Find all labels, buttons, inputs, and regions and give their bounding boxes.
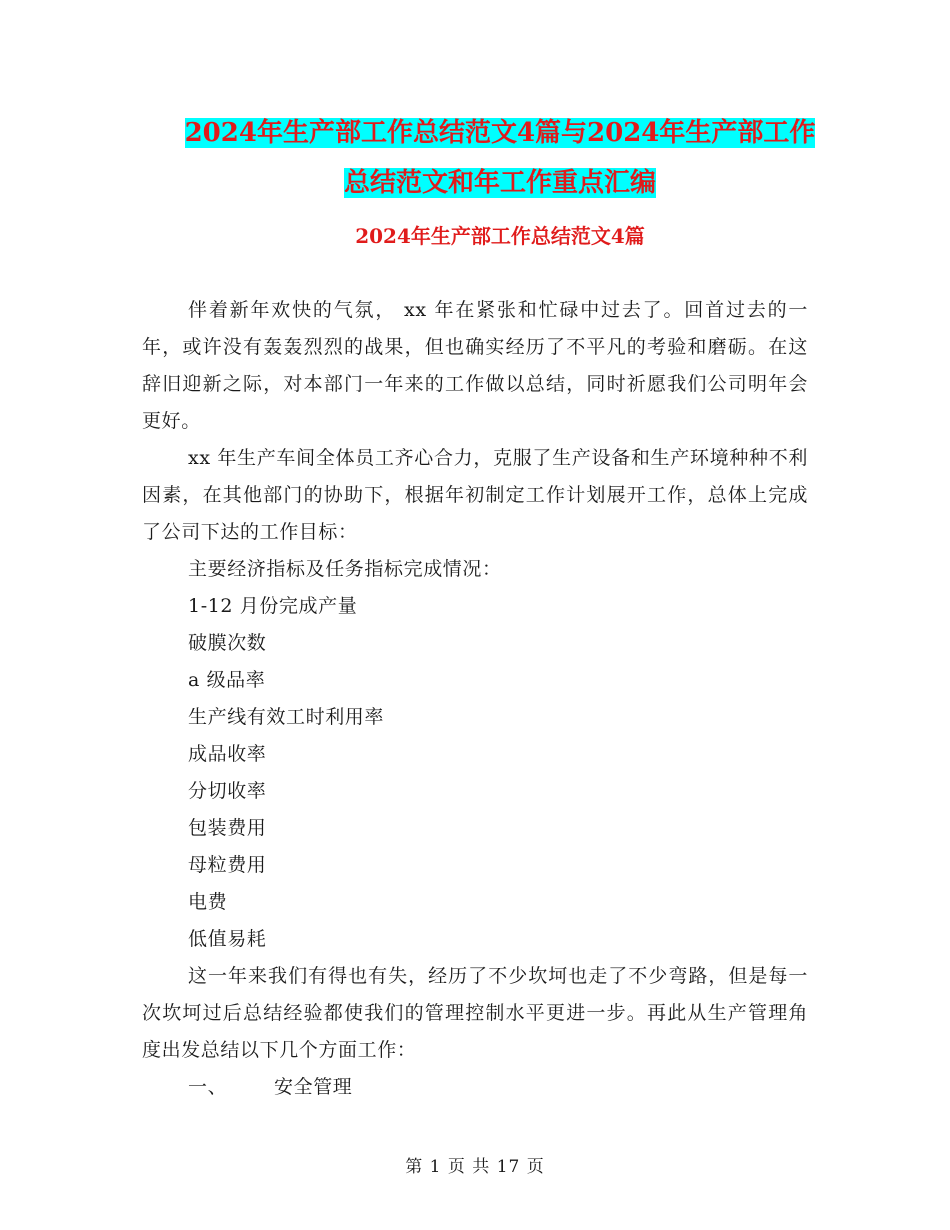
- paragraph-intro: 伴着新年欢快的气氛， xx 年在紧张和忙碌中过去了。回首过去的一年，或许没有轰轰烈烈的战果，但也确实经历了不平凡的考验和磨砺。在这辞旧迎新之际，对本部门一年来的工作做以总结，同时祈愿我们公司明年会更好。: [142, 299, 808, 432]
- section-heading-text: 安全管理: [274, 1076, 353, 1098]
- indicator-item: 分切收率: [188, 780, 267, 802]
- section-title: 2024年生产部工作总结范文4篇: [355, 224, 645, 248]
- paragraph-indicators-lead: 主要经济指标及任务指标完成情况：: [188, 558, 502, 580]
- document-title-line-1: 2024年生产部工作总结范文4篇与2024年生产部工作: [184, 118, 816, 148]
- page-footer: 第 1 页 共 17 页: [405, 1157, 545, 1177]
- document-body: [142, 292, 808, 1106]
- document-title-line-2: 总结范文和年工作重点汇编: [343, 168, 656, 198]
- section-heading-safety: [142, 1069, 808, 1106]
- document-title: [140, 108, 860, 208]
- indicator-item: 生产线有效工时利用率: [188, 706, 385, 728]
- indicator-item: 破膜次数: [188, 632, 267, 654]
- indicator-item: 电费: [188, 891, 228, 913]
- indicator-item: 包装费用: [188, 817, 267, 839]
- indicator-item: 母粒费用: [188, 854, 267, 876]
- indicator-item: a 级品率: [188, 669, 266, 691]
- indicator-item: 成品收率: [188, 743, 267, 765]
- paragraph-closing: 这一年来我们有得也有失，经历了不少坎坷也走了不少弯路，但是每一次坎坷过后总结经验都使我们的管理控制水平更进一步。再此从生产管理角度出发总结以下几个方面工作：: [142, 965, 808, 1061]
- section-heading-number: 一、: [188, 1076, 228, 1098]
- indicator-item: 1-12 月份完成产量: [188, 595, 358, 617]
- paragraph-workshop: xx 年生产车间全体员工齐心合力，克服了生产设备和生产环境种种不利因素，在其他部门的协助下，根据年初制定工作计划展开工作，总体上完成了公司下达的工作目标：: [142, 447, 808, 543]
- indicator-item: 低值易耗: [188, 928, 267, 950]
